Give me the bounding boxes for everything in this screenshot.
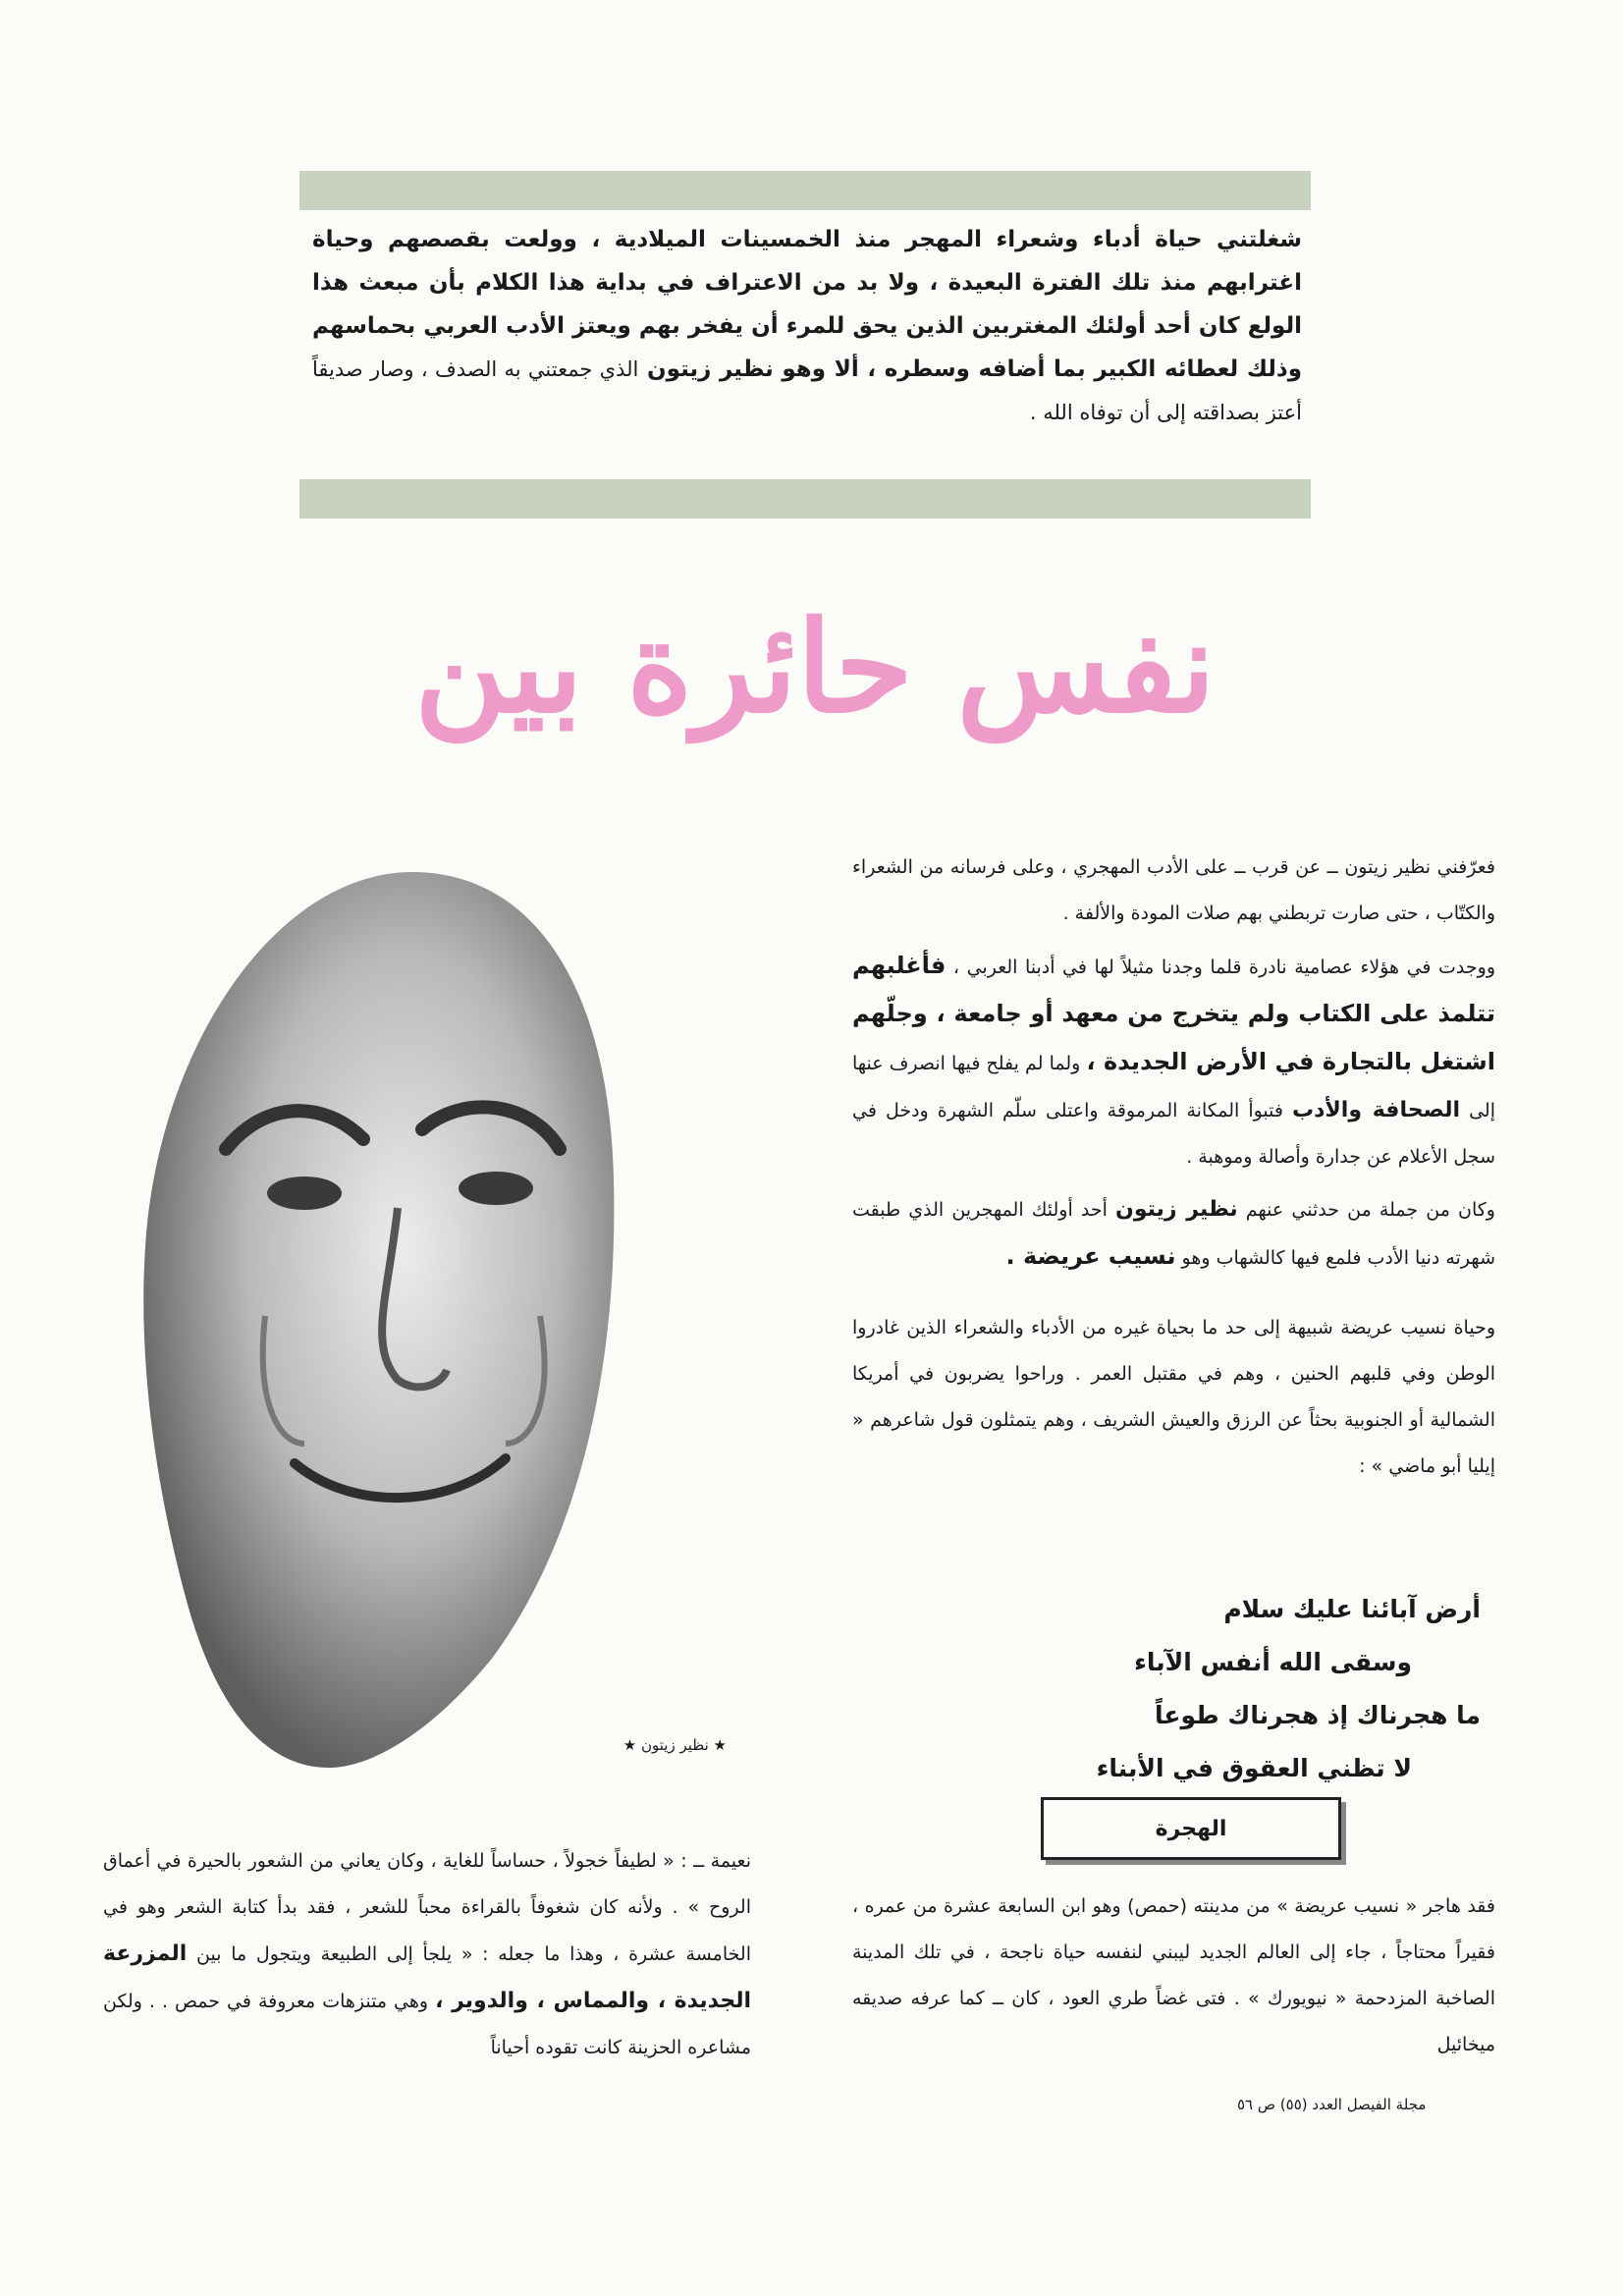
p2-text-e: فتبوأ المكانة المرموقة واعتلى سلّم الشهرة ودخل في سجل الأعلام عن جدارة وأصالة وموهبة .: [852, 1100, 1495, 1168]
p3-text-a: وكان من جملة من حدثني عنهم: [1245, 1199, 1495, 1221]
section-heading: الهجرة: [1041, 1797, 1341, 1860]
bottom-decorative-band: [299, 479, 1311, 519]
poem-line: لا تظني العقوق في الأبناء: [1096, 1754, 1412, 1782]
poem-line: ما هجرناك إذ هجرناك طوعاً: [1155, 1701, 1481, 1729]
paragraph-1: فعرّفني نظير زيتون ــ عن قرب ــ على الأدب المهجري ، وعلى فرسانه من الشعراء والكتّاب ، حتى صارت تربطني بهم صلات المودة والألفة .: [852, 856, 1495, 924]
p2-bold-text: فأغلبهم تتلمذ على الكتاب ولم يتخرج من معهد أو جامعة ، وجلّهم اشتغل بالتجارة في الأرض الجديدة ،: [852, 952, 1496, 1075]
left-column: [103, 1838, 751, 2071]
bottom-right-column: [852, 1884, 1495, 2068]
paragraph-3: [852, 1186, 1495, 1282]
left-name: نعيمة ــ :: [680, 1850, 751, 1872]
page-footer: مجلة الفيصل العدد (٥٥) ص ٥٦: [1237, 2096, 1427, 2113]
p2-text-a: ووجدت في هؤلاء عصامية نادرة قلما وجدنا مثيلاً لها في أدبنا العربي ،: [952, 957, 1495, 978]
intro-light-text: الذي جمعتني به الصدف ، وصار صديقاً أعتز بصداقته إلى أن توفاه الله .: [312, 357, 1302, 424]
left-places: المزرعة الجديدة ، والمماس ، والدوير ،: [103, 1941, 752, 2013]
right-column: [852, 845, 1495, 1496]
poem-line: وسقى الله أنفس الآباء: [1134, 1648, 1412, 1676]
left-text: « لطيفاً خجولاً ، حساساً للغاية ، وكان يعاني من الشعور بالحيرة في أعماق الروح » . ولأنه كان شغوفاً بالقراءة محباً للشعر ، فقد بدأ كتابة الشعر وهو في الخامسة عشرة ، وهذا ما جعله : « يلجأ إلى الطبيعة ويتجول ما بين: [103, 1850, 751, 1965]
poem-line: أرض آبائنا عليك سلام: [1223, 1595, 1481, 1623]
article-title: نفس حائرة بين: [414, 594, 1216, 741]
intro-paragraph: [312, 218, 1302, 434]
intro-bold-text: شغلتني حياة أدباء وشعراء المهجر منذ الخمسينات الميلادية ، وولعت بقصصهم وحياة اغترابهم منذ تلك الفترة البعيدة ، ولا بد من الاعتراف في بداية هذا الكلام بأن مبعث هذا الولع كان أحد أولئك المغتربين الذين يحق للمرء أن يفخر بهم ويعتز الأدب العربي بحماسهم وذلك لعطائه الكبير بما أضافه وسطره ، ألا وهو نظير زيتون: [312, 227, 1302, 382]
poem-block: [852, 1583, 1481, 1795]
p2-text-c: ولما لم يفلح فيها انصرف عنها إلى: [852, 1053, 1495, 1121]
p3-poet-name: نسيب عريضة .: [1005, 1242, 1176, 1270]
top-decorative-band: [299, 171, 1311, 210]
portrait-photo: [118, 854, 648, 1787]
p3-name: نظير زيتون: [1115, 1197, 1238, 1222]
paragraph-4: وحياة نسيب عريضة شبيهة إلى حد ما بحياة غيره من الأدباء والشعراء الذين غادروا الوطن وفي قلبهم الحنين ، وهم في مقتبل العمر . وراحوا يضربون في أمريكا الشمالية أو الجنوبية بحثاً عن الرزق والعيش الشريف ، وهم يتمثلون قول شاعرهم « إيليا أبو ماضي » :: [852, 1317, 1495, 1477]
p2-bold-press: الصحافة والأدب: [1292, 1098, 1461, 1122]
bottom-right-text: فقد هاجر « نسيب عريضة » من مدينته (حمص) وهو ابن السابعة عشرة من عمره ، فقيراً محتاجاً ، جاء إلى العالم الجديد ليبني لنفسه حياة ناجحة ، في تلك المدينة الصاخبة المزدحمة « نيويورك » .: [852, 1895, 1495, 2009]
paragraph-2: [852, 943, 1495, 1180]
bottom-right-last-a: فتى غضاً طري العود ، كان ــ كما عرفه صديقه: [852, 1988, 1226, 2009]
p3-text-c: أحد أولئك المهجرين الذي طبقت شهرته دنيا الأدب فلمع فيها كالشهاب وهو: [852, 1199, 1495, 1269]
bottom-right-last-b: ميخائيل: [1436, 2034, 1495, 2055]
photo-caption: ★ نظير زيتون ★: [622, 1736, 727, 1754]
left-text-2: وهي متنزهات معروفة في حمص . . ولكن مشاعره الحزينة كانت تقوده أحياناً: [103, 1991, 751, 2058]
